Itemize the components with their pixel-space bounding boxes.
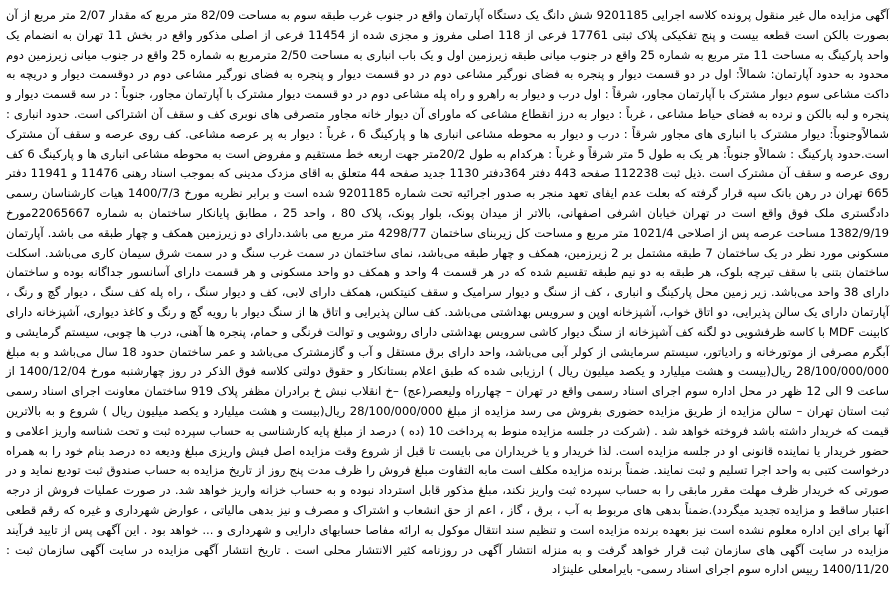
auction-notice-text: آگهی مزایده مال غیر منقول پرونده کلاسه اجرایی 9201185 شش دانگ یک دستگاه آپارتمان واقع در جنوب غرب طبقه سوم به مساحت 82/09 متر مربع که مقدار 2/07 متر مربع از آن بصورت بالکن است قطعه بیست و پنج تفکیکی پلاک ثبتی 17761 فرعی از 118 اصلی مفروز و مجزی شده از 11454 فرعی از اصلی مذکور واقع در بخش 11 تهران به انضمام یک واحد پارکینگ به مساحت 11 متر مربع به شماره 25 واقع در جنوب میانی طبقه زیرزمین اول و یک باب انباری به مساحت 2/50 مترمربع به شماره 25 واقع در جنوب میانی زیرزمین دوم محدود به حدود آپارتمان: شمالاً: اول در دو قسمت دیوار و پنجره به فضای نورگیر مشاعی دوم در دو قسمت دیوار و پنجره به فضای نورگیر مشاعی دوم در دوقسمت دیوار و دریچه به داکت مشاعی سوم دیوار مشترک با آپارتمان مجاور، شرقاً : اول درب و دیوار به راهرو و راه پله مشاعی دوم در دو قسمت دیوار مشترک با آپارتمان مجاور، جنوباً : در سه قسمت دیوار و پنجره و لبه بالکن و نرده به فضای حیاط مشاعی ، غرباً : دیوار به درز انقطاع مشاعی که ماورای آن دیوار خانه مجاور متصرفی های نوبری کف و سقف آن اشتراکی است. حدود انباری : شمالاًوجنوباً: دیوار مشترک با انباری های مجاور شرقاً : درب و دیوار به محوطه مشاعی انباری ها و پارکینگ 6 ، غرباً : دیوار به پر عرصه مشاعی. کف روی عرصه و سقف آن مشترک است.حدود پارکینگ : شمالاًو جنوباً: هر یک به طول 5 متر شرقاً و غرباً : هرکدام به طول 20/2متر جهت اربعه خط مستقیم و مفروض است به محوطه مشاعی انباری ها و پارکینگ 6 کف روی عرصه و سقف آن مشترک است .ذیل ثبت 112238 صفحه 443 دفتر 364دفتر 1130 جدید صفحه 44 متعلق به اقای مزدک مدینی که بموجب اسناد رهنی 11476 و 11941 دفتر 665 تهران در رهن بانک سپه قرار گرفته که بعلت عدم ایفای تعهد منجر به صدور اجرائیه تحت شماره 9201185 شده است و برابر نظریه مورخ 1400/7/3 هیات کارشناسان رسمی دادگستری ملک فوق واقع است در تهران خیابان اشرفی اصفهانی، بالاتر از میدان پونک، بلوار پونک، پلاک 80 ، واحد 25 ، مطابق پایانکار ساختمان به شماره 22065667مورخ 1382/9/19 مساحت عرصه پس از اصلاحی 1021/4 متر مربع و مساحت کل زیربنای ساختمان 4298/77 متر مربع می باشد.دارای دو زیرزمین همکف و چهار طبقه می باشد. آپارتمان مسکونی مورد نظر در یک ساختمان 7 طبقه مشتمل بر 2 زیرزمین، همکف و چهار طبقه می‌باشد، نمای ساختمان در سمت غرب سنگ و در سمت شرق سیمان کاری می‌باشد. اسکلت ساختمان بتنی با سقف تیرچه بلوک، هر طبقه به دو نیم طبقه تقسیم شده که در هر قسمت 4 واحد و همکف دو واحد مسکونی و هر قسمت دارای آسانسور جداگانه بوده و ساختمان دارای 38 واحد می‌باشد. زیر زمین محل پارکینگ و انباری ، کف از سنگ و دیوار سرامیک و سقف کنیتکس، همکف دارای لابی، کف و دیوار سنگ ، راه پله کف سنگ ، دیوار گچ و رنگ ، آپارتمان دارای یک سالن پذیرایی، دو اتاق خواب، آشپزخانه اوپن و سرویس بهداشتی می‌باشد. کف سالن پذیرایی و اتاق ها از سنگ دیوار با رویه گچ و رنگ و کاغذ دیواری، آشپزخانه دارای کابینت MDF با کاسه ظرفشویی دو لگنه کف آشپزخانه از سنگ دیوار کاشی سرویس بهداشتی دارای روشویی و توالت فرنگی و حمام، پنجره ها آهنی، درب ها چوبی، سیستم گرمایشی و آبگرم مصرفی از موتورخانه و رادیاتور، سیستم سرمایشی از کولر آبی می‌باشد، واحد دارای برق مستقل و آب و گازمشترک می‌باشد و عمر ساختمان حدود 18 سال می‌باشد و به مبلغ 28/100/000/000 ریال(بیست و هشت میلیارد و یکصد میلیون ریال ) ارزیابی شده که طبق اعلام بستانکار و حقوق دولتی کلاسه فوق الذکر در روز چهارشنبه مورخ 1400/12/04 از ساعت 9 الی 12 ظهر در محل اداره سوم اجرای اسناد رسمی واقع در تهران – چهارراه ولیعصر(عج) –خ انقلاب نبش خ برادران مظفر پلاک 919 ساختمان معاونت اجرای اسناد رسمی ثبت استان تهران – سالن مزایده از طریق مزایده حضوری بفروش می رسد مزایده از مبلغ 28/100/000/000 ریال(بیست و هشت میلیارد و یکصد میلیون ریال ) شروع و به بالاترین قیمت که خریدار داشته باشد فروخته خواهد شد . (شرکت در جلسه مزایده منوط به پرداخت 10 (ده ) درصد از مبلغ پایه کارشناسی به حساب سپرده ثبت و تحت شناسه واریز اعلامی و حضور خریدار یا نماینده قانونی او در جلسه مزایده است. لذا خریدار و یا خریداران می بایست تا قبل از شروع وقت مزایده اصل فیش واریزی مبلغ ودیعه ده درصد بنام خود را به همراه درخواست کتبی به واحد اجرا تسلیم و ثبت نمایند. ضمناً برنده مزایده مکلف است مابه التفاوت مبلغ فروش را ظرف مدت پنج روز از تاریخ مزایده به حساب صندوق ثبت تودیع نماید و در صورتی که خریدار ظرف مهلت مقرر مابقی را به حساب سپرده ثبت واریز نکند، مبلغ مذکور قابل استرداد نبوده و به حساب خزانه واریز خواهد شد. در صورت عملیات فروش از درجه اعتبار ساقط و مزایده تجدید میگردد).ضمناً بدهی های مربوط به آب ، برق ، گاز ، اعم از حق انشعاب و اشتراک و مصرف و نیز بدهی مالیاتی ، عوارض شهرداری و غیره که رقم قطعی آنها برای این اداره معلوم نشده است نیز بعهده برنده مزایده است و تنظیم سند انتقال موکول به ارائه مفاصا حسابهای دارایی و شهرداری و ... خواهد بود . این آگهی پس از تایید فرآیند مزایده در سایت آگهی های سازمان ثبت قرار خواهد گرفت و به منزله انتشار آگهی در روزنامه کثیر الانتشار محلی است . تاریخ انتشار آگهی مزایده در سایت آگهی سازمان ثبت : 1400/11/20 رییس اداره سوم اجرای اسناد رسمی- بایرامعلی علینژاد <box>6 8 890 577</box>
